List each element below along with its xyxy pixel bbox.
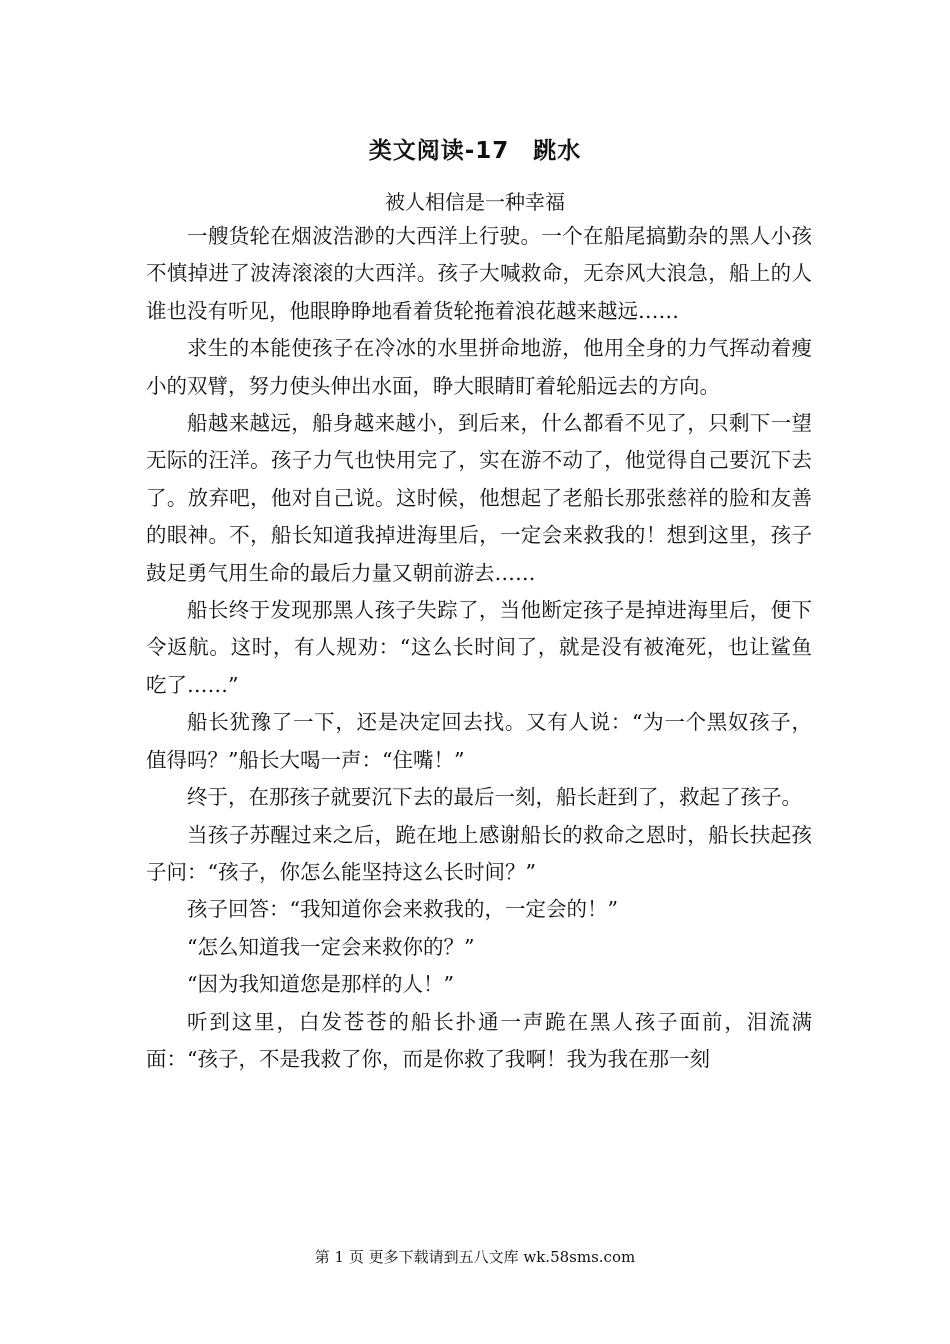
article-subtitle: 被人相信是一种幸福 — [385, 190, 565, 214]
paragraph: 当孩子苏醒过来之后，跪在地上感谢船长的救命之恩时，船长扶起孩子问：“孩子，你怎么能坚持这么长时间？” — [146, 822, 812, 884]
paragraph: 求生的本能使孩子在冷冰的水里拼命地游，他用全身的力气挥动着瘦小的双臂，努力使头伸出水面，睁大眼睛盯着轮船远去的方向。 — [146, 336, 812, 398]
page-footer: 第 1 页 更多下载请到五八文库 wk.58sms.com — [314, 1248, 636, 1266]
paragraph: 听到这里，白发苍苍的船长扑通一声跪在黑人孩子面前，泪流满面：“孩子，不是我救了你，而是你救了我啊！我为我在那一刻 — [146, 1009, 812, 1071]
paragraph: 终于，在那孩子就要沉下去的最后一刻，船长赶到了，救起了孩子。 — [187, 785, 802, 810]
page-title: 类文阅读-17 跳水 — [368, 138, 582, 164]
paragraph: 孩子回答：“我知道你会来救我的，一定会的！” — [187, 897, 618, 922]
paragraph: 船长犹豫了一下，还是决定回去找。又有人说：“为一个黑奴孩子，值得吗？”船长大喝一声：“住嘴！” — [146, 710, 812, 772]
paragraph: 船长终于发现那黑人孩子失踪了，当他断定孩子是掉进海里后，便下令返航。这时，有人规劝：“这么长时间了，就是没有被淹死，也让鲨鱼吃了……” — [146, 598, 812, 697]
paragraph: 一艘货轮在烟波浩渺的大西洋上行驶。一个在船尾搞勤杂的黑人小孩不慎掉进了波涛滚滚的大西洋。孩子大喊救命，无奈风大浪急，船上的人谁也没有听见，他眼睁睁地看着货轮拖着浪花越来越远…… — [146, 224, 812, 323]
paragraph: “因为我知道您是那样的人！” — [187, 972, 454, 997]
paragraph: 船越来越远，船身越来越小，到后来，什么都看不见了，只剩下一望无际的汪洋。孩子力气也快用完了，实在游不动了，他觉得自己要沉下去了。放弃吧，他对自己说。这时候，他想起了老船长那张慈祥的脸和友善的眼神。不，船长知道我掉进海里后，一定会来救我的！想到这里，孩子鼓足勇气用生命的最后力量又朝前游去…… — [146, 411, 812, 585]
article-body — [146, 218, 812, 1078]
paragraph: “怎么知道我一定会来救你的？” — [187, 934, 475, 959]
